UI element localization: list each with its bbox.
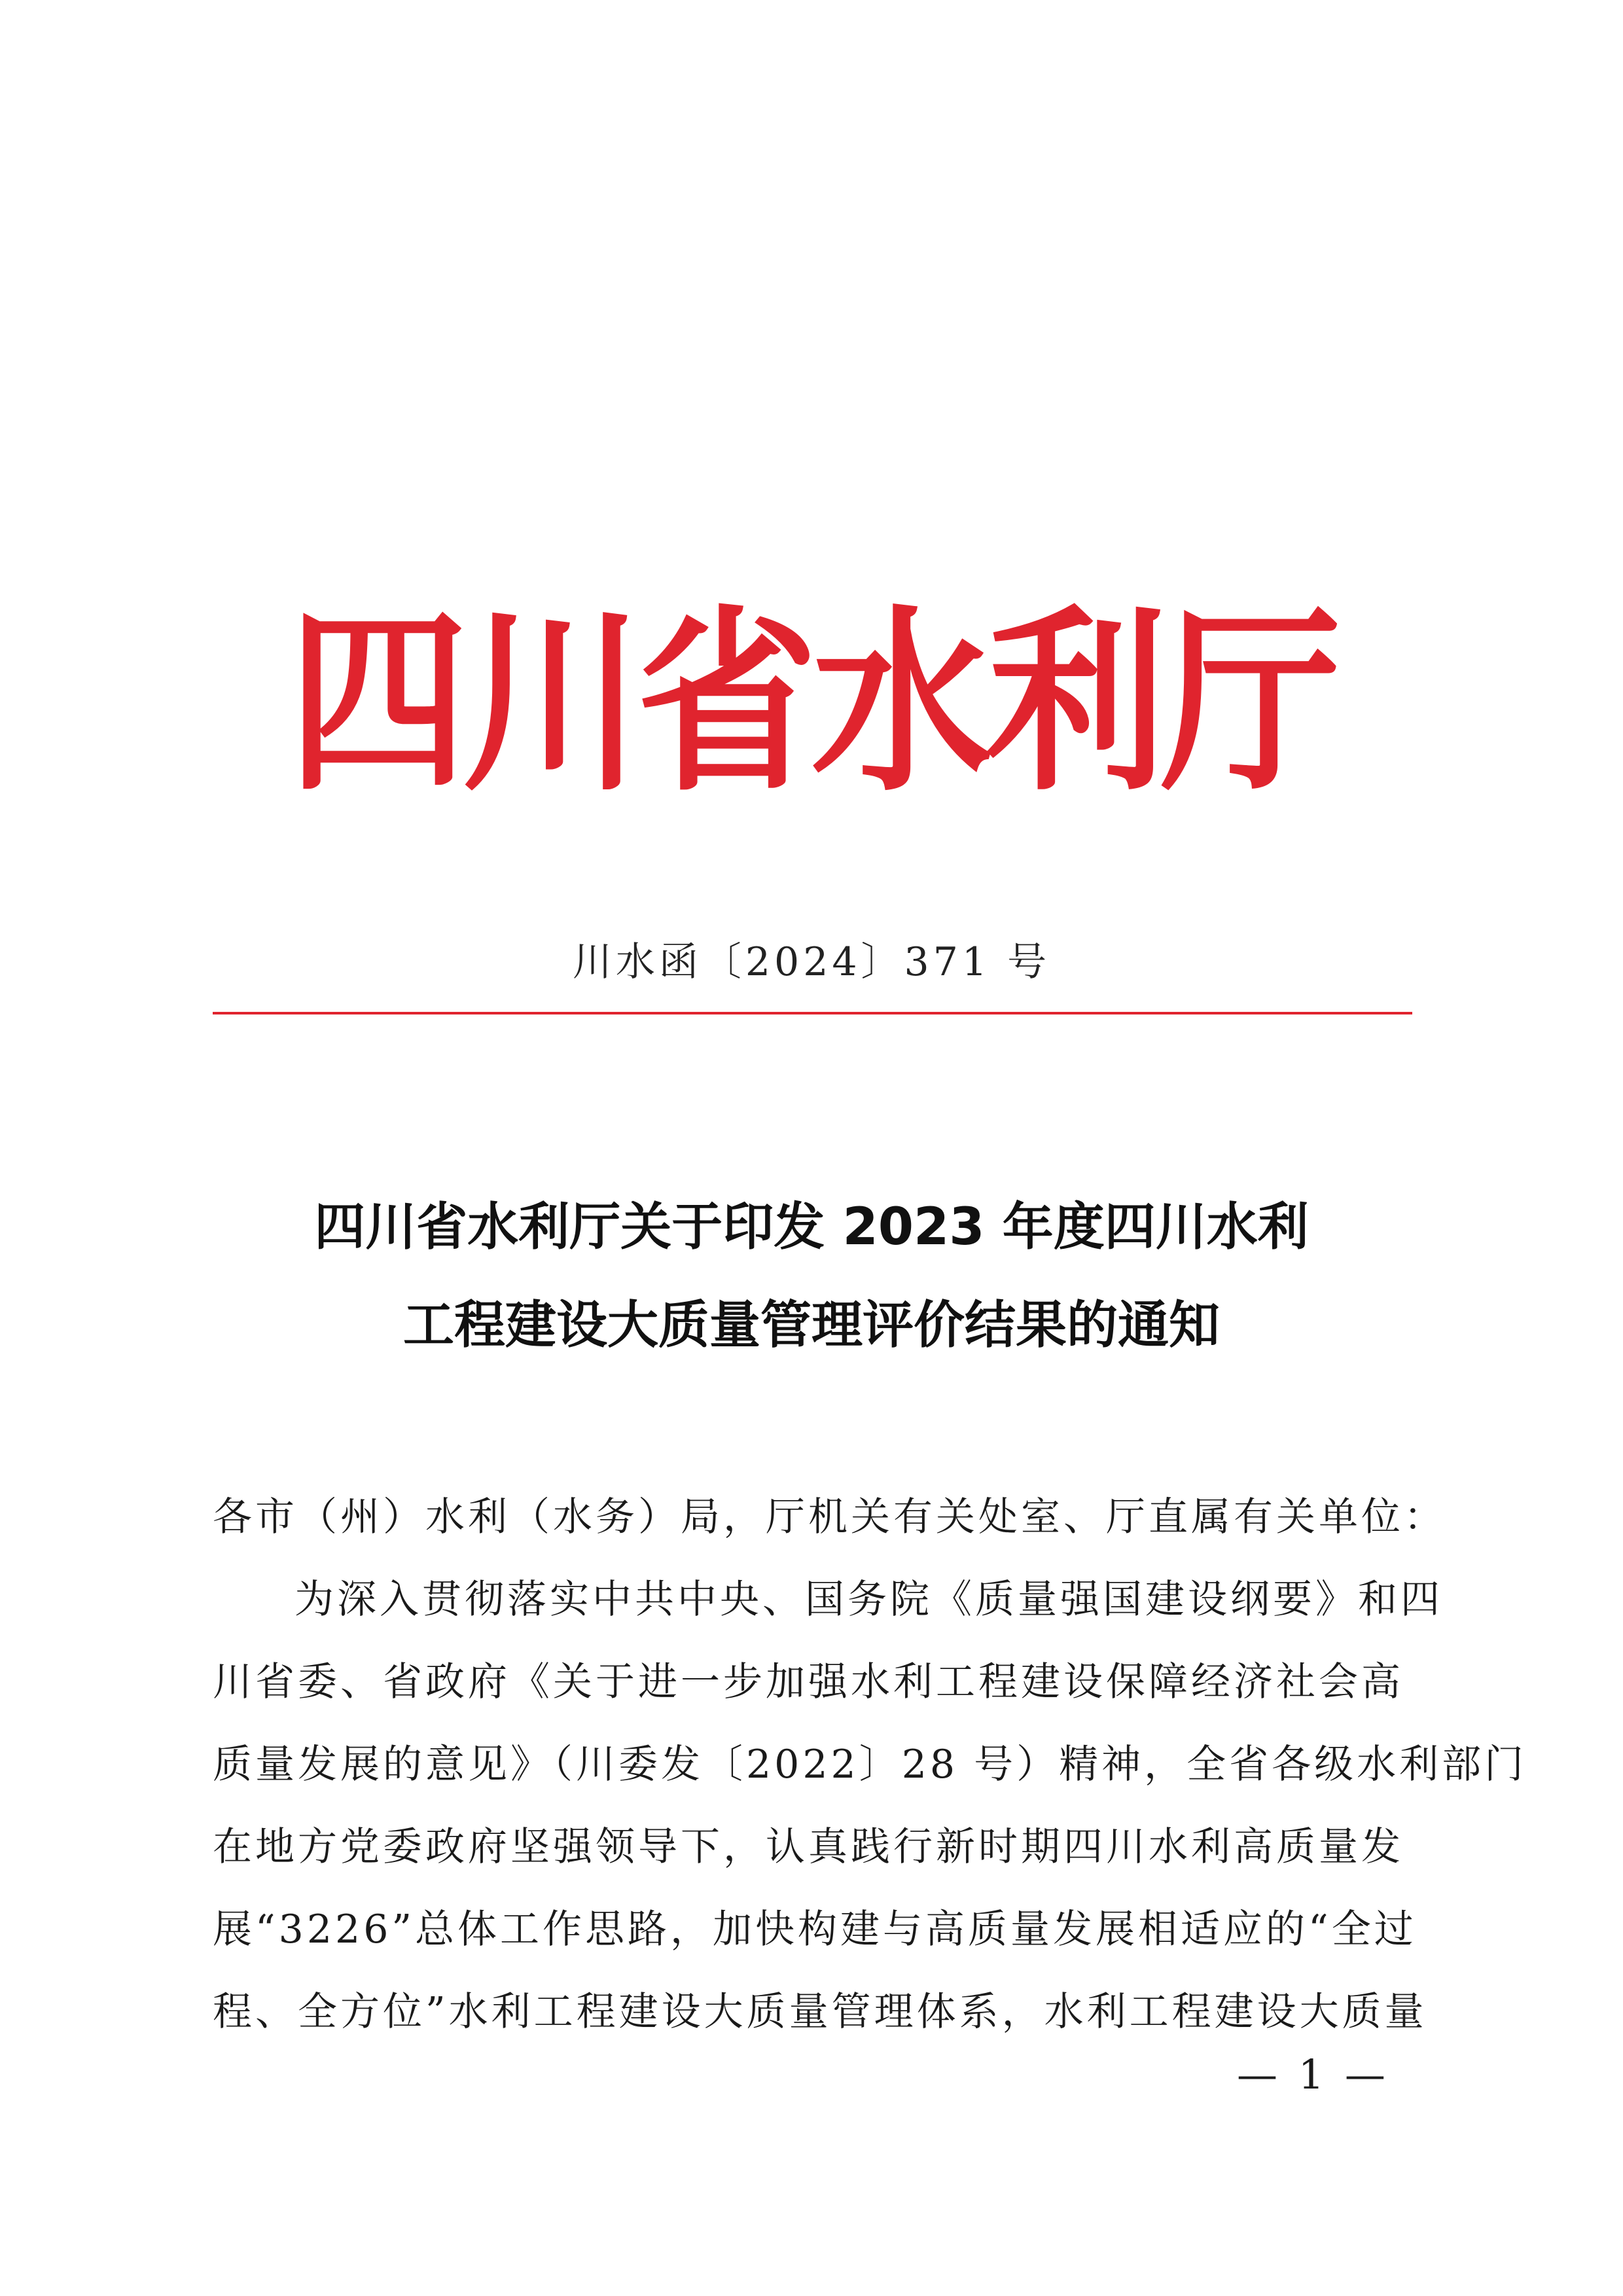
body-line: 质量发展的意见》（川委发〔2022〕28 号）精神，全省各级水利部门 (213, 1742, 1527, 1787)
body-line: 在地方党委政府坚强领导下，认真践行新时期四川水利高质量发 (213, 1824, 1404, 1870)
document-number: 川水函〔2024〕371 号 (572, 939, 1051, 985)
body-line: 为深入贯彻落实中共中央、国务院《质量强国建设纲要》和四 (294, 1577, 1443, 1623)
issuer-heading: 四川省水利厅 (287, 589, 1336, 817)
addressee-line: 各市（州）水利（水务）局，厅机关有关处室、厅直属有关单位： (213, 1494, 1446, 1540)
page-number: — 1 — (1237, 2051, 1389, 2098)
body-line: 展“3226”总体工作思路，加快构建与高质量发展相适应的“全过 (213, 1907, 1417, 1952)
body-line: 川省委、省政府《关于进一步加强水利工程建设保障经济社会高 (213, 1659, 1404, 1705)
title-line-2: 工程建设大质量管理评价结果的通知 (402, 1296, 1220, 1355)
body-line: 程、全方位”水利工程建设大质量管理体系，水利工程建设大质量 (213, 1989, 1427, 2035)
document-body (213, 1476, 1527, 2053)
title-line-1: 四川省水利厅关于印发 2023 年度四川水利 (314, 1198, 1309, 1257)
document-title (196, 1178, 1427, 1374)
red-divider-line (213, 1012, 1412, 1014)
